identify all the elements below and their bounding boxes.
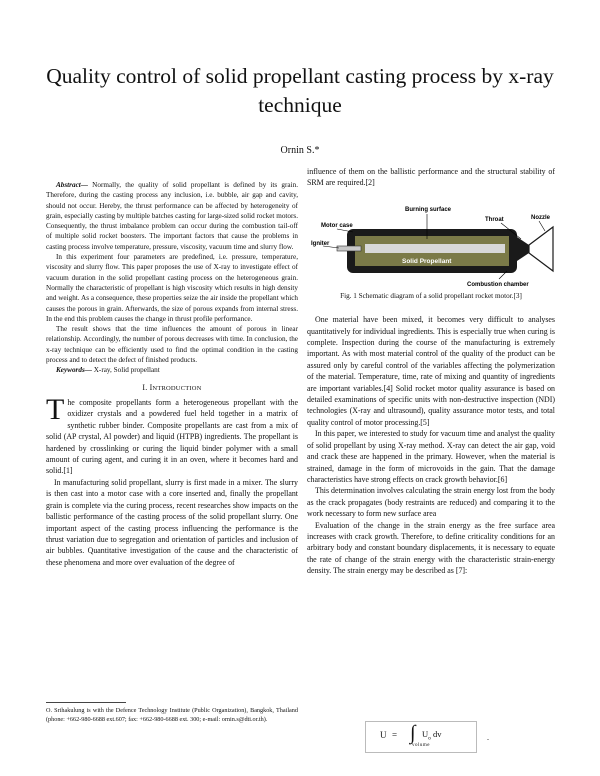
core-channel — [365, 244, 505, 253]
abstract-p3: The result shows that the time influences the amount of porous in linear relationship. Accordingly, the number of porous decreases with time. In conclusion, the x-ray technique can be efficiently used to find the optimal condition in the casting process and to detect the defect of finished products. — [46, 325, 298, 365]
right-p4: Evaluation of the change in the strain energy as the free surface area increases with crack growth. Therefore, to define criticality conditions for an arbitrary body and constant boundary displacements, it is necessary to equate the rate of change of the strain energy with the characteristic strain-energy density. The strain energy may be described as [7]: — [307, 520, 555, 576]
paper-title: Quality control of solid propellant casting process by x-ray technique — [46, 64, 554, 117]
integral-symbol: ∫ — [410, 722, 416, 744]
keywords-label: Keywords— — [56, 366, 92, 375]
eq-equals: = — [392, 730, 398, 740]
section-rest: NTRODUCTION — [152, 384, 202, 392]
abstract-text-1: Normally, the quality of solid propellant is defined by its grain. Therefore, during the casting process any inclusion, i.e. bubble, air gap and cavity, should not occur. Hereby, the thrust performance can be affected by heterogeneity of grain, especially casting by multiple batches casting for large-sized solid rocket motors. Consequently, the thrust imbalance problem can occur during the combustion tail-off of multiple solid rocket boosters. The important factors that cause the problems in casting process involve temperature, pressure, viscosity, vacuum time and slurry flow. — [46, 181, 298, 251]
footnote: O. Srihakulung is with the Defence Technology Institute (Public Organization), Bangkok, Thailand (phone: +662-980-6688 ext.607; fax: +662-980-6688 ext. 300; e-mail: ornin.s@dti.or.th). — [46, 707, 298, 723]
abstract-p1 — [46, 180, 298, 252]
abstract — [46, 180, 298, 376]
section-first-letter: I — [149, 382, 153, 392]
label-motor-case: Motor case — [321, 222, 353, 229]
drop-cap: T — [46, 393, 65, 427]
strain-energy-equation — [365, 721, 477, 753]
label-combustion-chamber: Combustion chamber — [467, 281, 529, 287]
rocket-motor-diagram — [307, 199, 555, 287]
eq-integrand — [422, 729, 442, 742]
intro-p1-text: he composite propellants form a heterogeneous propellant with the oxidizer crystals and a powdered fuel held together in a matrix of synthetic rubber binder. Composite propellants are cast from a mix of solid (AP crystal, Al powder) and liquid (HTPB) ingredients. The propellant is hardened by crosslinking or curing the liquid binder polymer with a small amount of curing agent, and curing it in an oven, where it becomes hard and solid.[1] — [46, 398, 298, 476]
left-column — [46, 180, 298, 568]
figure-caption: Fig. 1 Schematic diagram of a solid propellant rocket motor.[3] — [340, 291, 522, 300]
label-solid-propellant: Solid Propellant — [402, 257, 452, 265]
eq-sub: o — [428, 735, 431, 742]
keywords-text: X-ray, Solid propellant — [91, 366, 160, 375]
right-continuation: influence of them on the ballistic performance and the structural stability of SRM are required.[2] — [307, 167, 555, 188]
right-column — [307, 166, 555, 577]
section-heading-introduction — [46, 382, 298, 394]
keywords — [46, 365, 298, 375]
intro-body — [46, 393, 298, 568]
eq-end: . — [487, 733, 489, 742]
nozzle-shape — [529, 227, 553, 271]
label-igniter: Igniter — [311, 240, 330, 247]
right-p2: In this paper, we interested to study for vacuum time and analyst the quality of solid propellant by using X-ray method. X-ray can detect the air gap, void and crack these are happened in the primary. However, when the material is strained, damage in the form of microvoids in the gain. That the damage characteristics have strong effects on crack growth behavior.[6] — [307, 429, 555, 484]
igniter-shape — [337, 246, 361, 251]
eq-limit: volume — [412, 743, 430, 748]
label-throat: Throat — [485, 216, 504, 223]
right-p3: This determination involves calculating the strain energy lost from the body as the crack propagates (body restraints are reduced) and comparing it to the work necessary to form new surface area — [307, 486, 555, 519]
leader-nozzle — [539, 221, 545, 231]
intro-p1 — [46, 393, 298, 477]
right-p1: One material have been mixed, it becomes very difficult to analyses quantitatively for individual ingredients. This is especially true when curing is complete. Inspection during the course of the manufacturing is extremely important. As with most material control of the quality of the product can be assured only by careful control of the variables affecting the polymerization of the material. Temperature, time, rate of mixing and quantity of ingredients are important variables.[4] Solid rocket motor quality assurance is based on detailed examinations of specific units with non-destructive inspection (NDI) technologies (X-ray and ultrasound), quality assurance motor tests, and total quality control of motor processing.[5] — [307, 315, 555, 427]
label-nozzle: Nozzle — [531, 214, 551, 221]
abstract-label: Abstract— — [56, 181, 88, 189]
figure-rocket-motor — [307, 199, 555, 287]
eq-lhs: U — [380, 730, 387, 740]
throat-shape — [517, 237, 529, 261]
eq-dv: dv — [430, 729, 442, 739]
intro-p2: In manufacturing solid propellant, slurry is first made in a mixer. The slurry is then cast into a motor case with a core inserted and, finally the propellant grain is complete via the curing process, recent researches show impacts on the ballistic performance of the casting process of the solid propellant slurry. One important aspect of the casting process influencing the performance is the thrust variation due to segregation and orientation of particles and inclusion of air bubbles. Quantitative investigation of the cause and the characteristic of these phenomena and more over evaluation of the degree of — [46, 477, 298, 567]
abstract-p2: In this experiment four parameters are predefined, i.e. pressure, temperature, viscosity and slurry flow. This paper proposes the use of X-ray to investigate effect of vacuum duration in the solid propellant casting process on the heterogeneous grain. Normally the characteristic of propellant is high viscosity which results in high density and weight. As a consequence, these properties seize the air inside the propellant which causes the porous in grain. Afterwards, the size of porous expands from internal stress. In the end this problem causes the change in thrust profile performance. — [46, 253, 298, 323]
eq-integrand-u: U — [422, 729, 429, 739]
section-number: I. — [142, 382, 150, 392]
author-name: Ornin S.* — [280, 145, 320, 156]
label-burning-surface: Burning surface — [405, 206, 452, 213]
footnote-rule — [46, 702, 126, 703]
